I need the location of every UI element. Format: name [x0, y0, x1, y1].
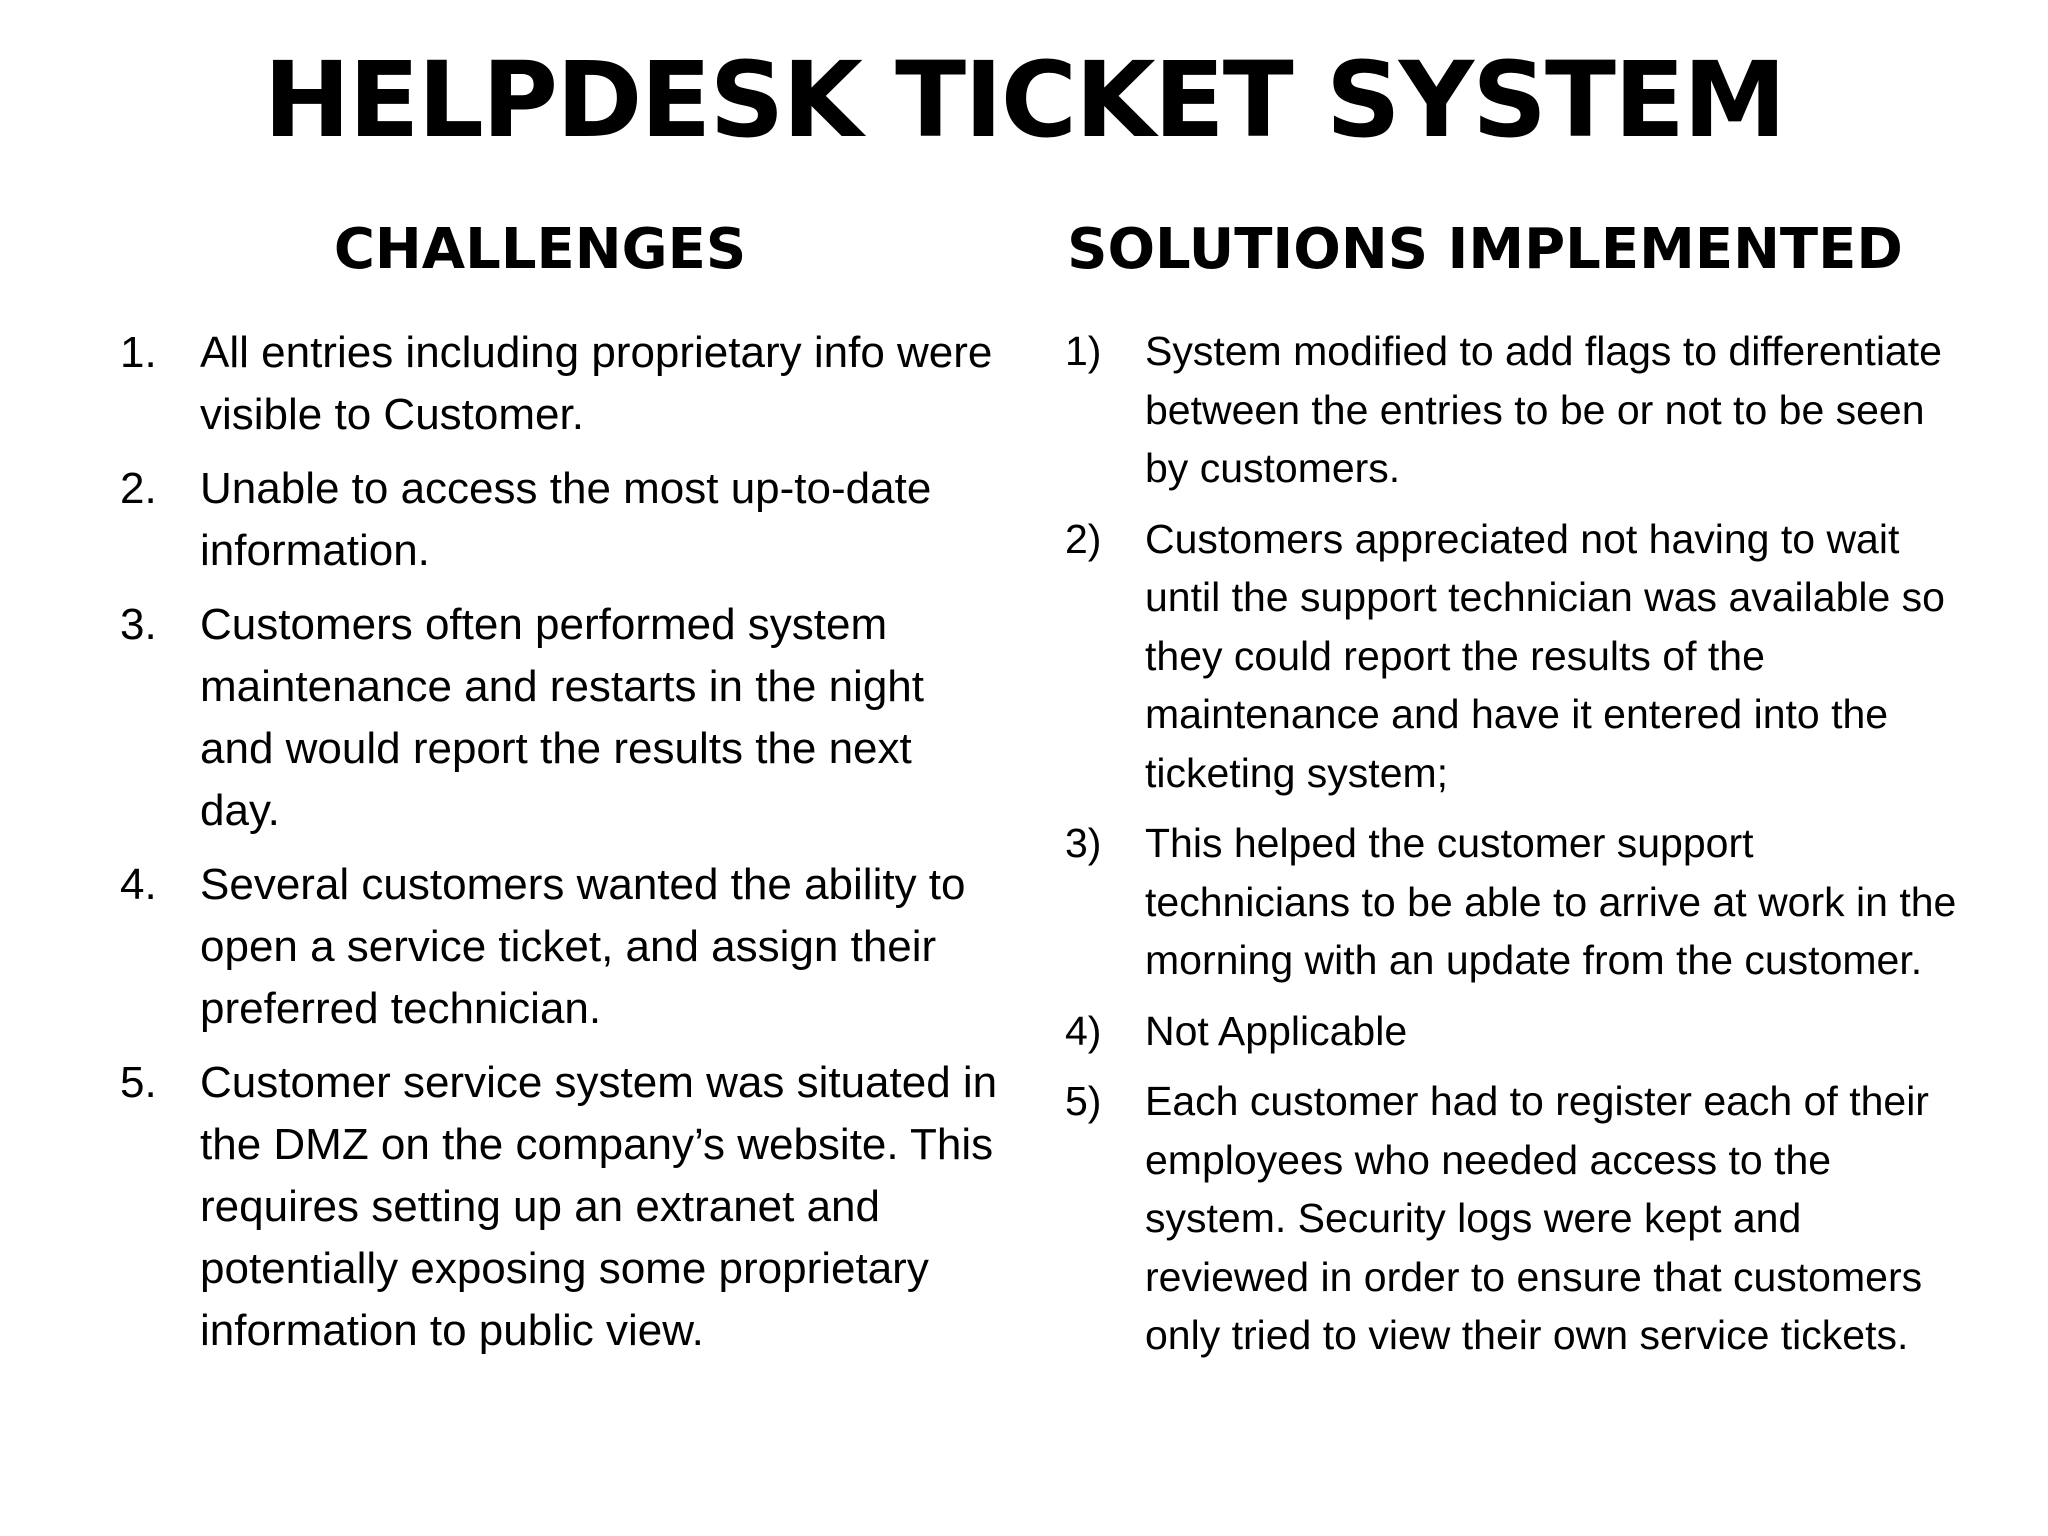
list-marker: 3. — [120, 600, 157, 649]
list-marker: 3) — [1065, 820, 1102, 866]
challenges-column — [120, 210, 1000, 1374]
solution-text: System modified to add flags to differentiate between the entries to be or not to be seen by customers. — [1145, 328, 1942, 491]
list-marker: 1. — [120, 328, 157, 377]
solution-text: Not Applicable — [1145, 1007, 1408, 1054]
challenge-text: Several customers wanted the ability to open a service ticket, and assign their preferred technician. — [200, 860, 966, 1033]
list-marker: 4) — [1065, 1007, 1102, 1054]
list-marker: 4. — [120, 860, 157, 909]
list-marker: 2. — [120, 464, 157, 513]
solutions-list — [1065, 322, 1965, 1365]
solution-item — [1065, 1002, 1965, 1061]
list-marker: 5) — [1065, 1078, 1102, 1124]
challenge-text: Customers often performed system maintenance and restarts in the night and would report the results the next day. — [200, 600, 925, 835]
solution-text: This helped the customer support technicians to be able to arrive at work in the morning with an update from the customer. — [1145, 820, 1957, 983]
challenges-list — [120, 322, 1000, 1362]
solution-item — [1065, 322, 1965, 498]
challenge-item — [120, 322, 1000, 446]
challenge-text: Unable to access the most up-to-date information. — [200, 464, 932, 575]
challenge-item — [120, 854, 1000, 1040]
list-marker: 5. — [120, 1058, 157, 1107]
challenge-item — [120, 1052, 1000, 1362]
solutions-column — [1065, 210, 1965, 1377]
solution-item — [1065, 1072, 1965, 1365]
list-marker: 1) — [1065, 328, 1102, 374]
solution-item — [1065, 814, 1965, 990]
solution-item — [1065, 510, 1965, 803]
challenge-text: Customer service system was situated in the DMZ on the company’s website. This requires setting up an extranet and potentially exposing some proprietary information to public view. — [200, 1058, 998, 1355]
list-marker: 2) — [1065, 515, 1102, 562]
solutions-heading: SOLUTIONS IMPLEMENTED — [1067, 217, 1903, 282]
solution-text: Each customer had to register each of their employees who needed access to the system. Security logs were kept and reviewed in order to ensure that customers only tried to view their own service tickets. — [1145, 1078, 1929, 1358]
slide-title: HELPDESK TICKET SYSTEM — [263, 39, 1785, 161]
challenge-text: All entries including proprietary info were visible to Customer. — [200, 328, 993, 439]
challenge-item — [120, 458, 1000, 582]
solution-text: Customers appreciated not having to wait until the support technician was available so they could report the results of the maintenance and have it entered into the ticketing system; — [1145, 515, 1945, 796]
challenge-item — [120, 594, 1000, 842]
challenges-heading: CHALLENGES — [333, 217, 747, 282]
